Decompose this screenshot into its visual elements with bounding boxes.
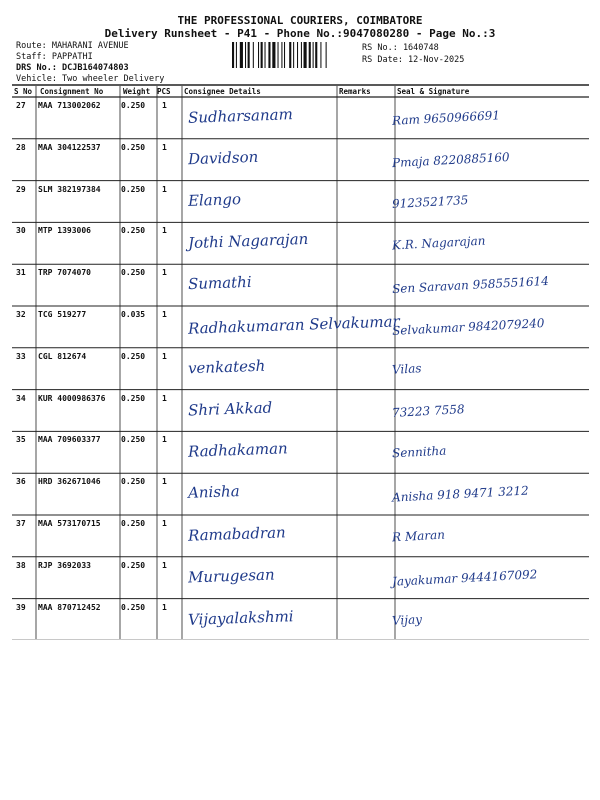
row-weight: 0.250 [121, 142, 146, 152]
row-sno: 38 [16, 560, 26, 570]
row-sno: 27 [16, 101, 26, 110]
row-seal-signature: R Maran [391, 527, 446, 545]
row-seal-signature: Jayakumar 9444167092 [391, 567, 538, 589]
row-sno: 35 [16, 435, 26, 445]
row-pcs: 1 [162, 142, 167, 152]
col-header-pcs: PCS [157, 87, 171, 96]
row-pcs: 1 [162, 310, 167, 319]
row-seal-signature: K.R. Nagarajan [391, 233, 486, 253]
row-consignee-handwritten: Radhakumaran Selvakumar [187, 312, 400, 338]
route-label: Route: MAHARANI AVENUE [16, 41, 129, 51]
row-seal-signature: 73223 7558 [391, 401, 465, 420]
row-sno: 37 [16, 519, 26, 528]
row-pcs: 1 [162, 519, 167, 528]
row-seal-signature: Vilas [391, 361, 422, 377]
row-consignment-no: RJP 3692033 [38, 560, 91, 570]
row-consignee-handwritten: Jothi Nagarajan [187, 230, 309, 253]
row-seal-signature: Sen Saravan 9585551614 [391, 274, 550, 297]
runsheet-subtitle: Delivery Runsheet - P41 - Phone No.:9047080280 - Page No.:3 [104, 27, 496, 40]
row-weight: 0.250 [121, 602, 146, 612]
row-consignment-no: MAA 304122537 [38, 142, 101, 152]
row-consignee-handwritten: Elango [187, 189, 242, 210]
row-consignment-no: CGL 812674 [38, 351, 87, 361]
row-consignee-handwritten: Sudharsanam [187, 105, 294, 127]
row-sno: 33 [16, 351, 26, 361]
row-weight: 0.250 [121, 560, 146, 570]
row-seal-signature: Anisha 918 9471 3212 [391, 483, 529, 505]
row-weight: 0.250 [121, 226, 146, 236]
row-seal-signature: Vijay [391, 611, 423, 628]
row-pcs: 1 [162, 351, 167, 361]
row-sno: 36 [16, 477, 26, 487]
row-consignee-handwritten: Davidson [187, 147, 259, 169]
row-consignee-handwritten: Radhakaman [187, 439, 288, 462]
row-seal-signature: Sennitha [391, 443, 447, 461]
drs-number: DRS No.: DCJB164074803 [16, 63, 129, 73]
row-seal-signature: Pmaja 8220885160 [391, 149, 510, 170]
company-title: THE PROFESSIONAL COURIERS, COIMBATORE [177, 14, 423, 27]
row-pcs: 1 [162, 477, 167, 487]
row-sno: 31 [16, 268, 26, 278]
row-weight: 0.250 [121, 435, 146, 445]
row-pcs: 1 [162, 393, 167, 403]
row-sno: 30 [16, 226, 26, 236]
col-header-weight: Weight [123, 87, 151, 96]
rs-date: RS Date: 12-Nov-2025 [362, 55, 465, 65]
row-weight: 0.250 [121, 393, 146, 403]
row-consignment-no: MAA 870712452 [38, 602, 101, 612]
row-pcs: 1 [162, 435, 167, 445]
row-pcs: 1 [162, 268, 167, 278]
row-pcs: 1 [162, 101, 167, 110]
row-consignment-no: TCG 519277 [38, 310, 87, 319]
col-header-consignee: Consignee Details [184, 87, 261, 96]
barcode-image [232, 42, 357, 68]
row-weight: 0.250 [121, 184, 146, 194]
row-seal-signature: 9123521735 [391, 192, 469, 211]
row-seal-signature: Selvakumar 9842079240 [391, 316, 545, 338]
staff-label: Staff: PAPPATHI [16, 52, 93, 62]
row-weight: 0.250 [121, 477, 146, 487]
row-consignment-no: SLM 382197384 [38, 184, 101, 194]
row-sno: 34 [16, 393, 26, 403]
row-consignee-handwritten: Vijayalakshmi [187, 606, 294, 629]
row-sno: 39 [16, 602, 26, 612]
row-pcs: 1 [162, 602, 167, 612]
row-pcs: 1 [162, 560, 167, 570]
col-header-seal-signature: Seal & Signature [397, 87, 470, 96]
row-pcs: 1 [162, 184, 167, 194]
row-consignee-handwritten: Murugesan [187, 565, 275, 587]
row-consignee-handwritten: Sumathi [187, 273, 252, 294]
row-weight: 0.250 [121, 519, 146, 528]
row-consignment-no: KUR 4000986376 [38, 393, 106, 403]
col-header-consignment: Consignment No [40, 87, 104, 96]
row-seal-signature: Ram 9650966691 [391, 108, 501, 128]
row-consignment-no: HRD 362671046 [38, 477, 101, 487]
row-consignment-no: MAA 709603377 [38, 435, 101, 445]
row-weight: 0.250 [121, 268, 146, 278]
row-weight: 0.250 [121, 351, 146, 361]
vehicle-label: Vehicle: Two wheeler Delivery [16, 74, 165, 84]
runsheet-table-grid [12, 84, 589, 640]
row-sno: 29 [16, 184, 26, 194]
rs-number: RS No.: 1640748 [362, 43, 439, 53]
col-header-remarks: Remarks [339, 87, 371, 96]
row-consignee-handwritten: Shri Akkad [187, 398, 273, 420]
row-consignment-no: MAA 573170715 [38, 519, 101, 528]
row-sno: 28 [16, 142, 26, 152]
row-weight: 0.250 [121, 101, 146, 110]
row-weight: 0.035 [121, 310, 146, 319]
row-consignee-handwritten: Ramabadran [187, 523, 286, 545]
row-consignment-no: MTP 1393006 [38, 226, 91, 236]
row-consignment-no: TRP 7074070 [38, 268, 91, 278]
row-sno: 32 [16, 310, 26, 319]
row-pcs: 1 [162, 226, 167, 236]
col-header-sno: S No [14, 87, 33, 96]
row-consignee-handwritten: Anisha [187, 482, 240, 503]
row-consignee-handwritten: venkatesh [187, 356, 266, 378]
row-consignment-no: MAA 713002062 [38, 101, 101, 110]
